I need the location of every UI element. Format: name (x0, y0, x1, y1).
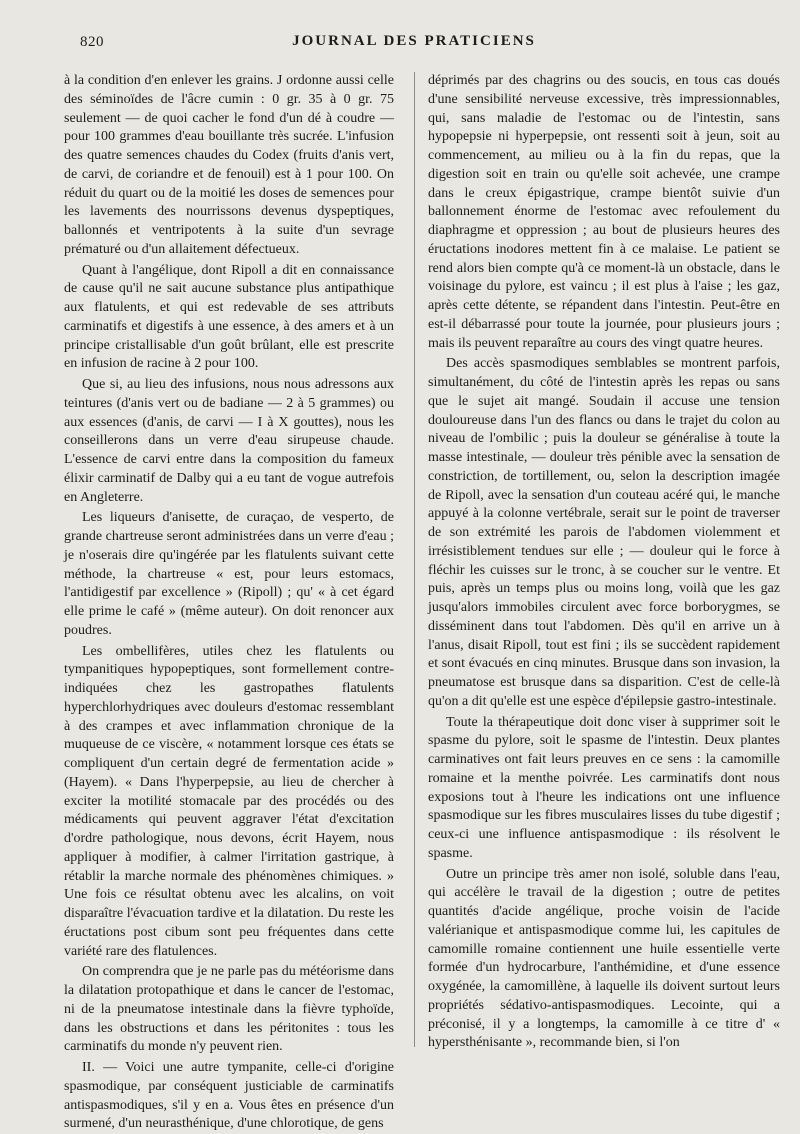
column-divider (414, 72, 415, 1047)
paragraph: à la condition d'en enlever les grains. J ordonne aussi celle des séminoïdes de l'âcre cumin : 0 gr. 35 à 0 gr. 75 seulement — de quoi cacher le fond d'un dé à coudre — pour 100 grammes d'eau bouillante très sucrée. L'infusion des quatre semences chaudes du Codex (fruits d'anis vert, de carvi, de coriandre et de fenouil) est à 1 pour 100. On réduit du quart ou de la moitié les doses de semences pour les lavements des nourrissons devenus dyspeptiques, ballonnés et ventripotents à la suite d'un sevrage prématuré ou d'un allaitement défectueux. (64, 73, 394, 257)
paragraph: Que si, au lieu des infusions, nous nous adressons aux teintures (d'anis vert ou de badiane — 2 à 5 grammes) ou aux essences (d'anis, de carvi — I à X gouttes), nous les conseillerons dans un verre d'eau sirupeuse chaude. L'essence de carvi entre dans la composition du fameux élixir carminatif de Dalby qui a eu tant de vogue autrefois en Angleterre. (64, 377, 394, 505)
page-header (58, 28, 770, 56)
paragraph: On comprendra que je ne parle pas du météorisme dans la dilatation protopathique et dans le cancer de l'estomac, ni de la pneumatose intestinale dans la fièvre typhoïde, dans les obstructions et dans les péritonites : tous les carminatifs du monde n'y peuvent rien. (64, 964, 394, 1055)
left-column (64, 72, 394, 1134)
running-title: JOURNAL DES PRATICIENS (292, 33, 536, 49)
paragraph: Outre un principe très amer non isolé, soluble dans l'eau, qui accélère le travail de la digestion ; outre de petites quantités d'acide angélique, proche voisin de l'acide valérianique et antispasmodique comme lui, les capitules de camomille romaine contiennent une huile essentielle verte formée d'un hydrocarbure, l'anthémidine, et d'une essence oxygénée, la camomillène, à laquelle ils doivent surtout leurs propriétés sédativo-antispasmodiques. Lecointe, qui a préconisé, il y a longtemps, la camomille à ce titre d' « hypersthénisante », recommande bien, si l'on (428, 866, 780, 1051)
paragraph: Les liqueurs d'anisette, de curaçao, de vesperto, de grande chartreuse seront administrées dans un verre d'eau ; je n'oserais dire qu'ingérée par les flatulents suivant cette méthode, la chartreuse « est, pour leurs estomacs, l'antidigestif par excellence » (Ripoll) ; qu' « à cet égard elle prime le café » (même auteur). On doit renoncer aux poudres. (64, 510, 394, 638)
paragraph: Les ombellifères, utiles chez les flatulents ou tympanitiques hypopeptiques, sont formellement contre-indiquées chez les gastropathes flatulents hyperchlorhydriques avec douleurs d'estomac ressemblant à des crampes et avec inflammation chronique de la muqueuse de ce viscère, « notamment lorsque ces états se compliquent d'un certain degré de fermentation acide » (Hayem). « Dans l'hyperpepsie, au lieu de chercher à exciter la motilité stomacale par des procédés ou des médicaments qui peuvent aggraver l'état d'excitation d'ordre pathologique, nous devons, écrit Hayem, nous appliquer à modifier, à calmer l'irritation gastrique, à rétablir la marche normale des phénomènes chimiques. » Une fois ce résultat obtenu avec les alcalins, on voit disparaître l'évacuation tardive et la dilatation. Du reste les éructations post cibum sont peu fréquentes dans cette variété rare des flatulences. (64, 643, 394, 959)
paragraph: Toute la thérapeutique doit donc viser à supprimer soit le spasme du pylore, soit le spasme de l'intestin. Deux plantes carminatives ont fait leurs preuves en ce sens : la camomille romaine et la menthe poivrée. Les carminatifs dont nous exposions tout à l'heure les indications ont une influence spasmodique sur les fibres musculaires lisses du tube digestif ; ceux-ci une influence antispasmodique : ils résolvent le spasme. (428, 714, 780, 861)
paragraph: Des accès spasmodiques semblables se montrent parfois, simultanément, du côté de l'intestin après les repas ou sans que le sujet ait mangé. Soudain il accuse une tension douloureuse dans l'un des flancs ou dans le trajet du colon au niveau de l'ombilic ; puis la douleur se généralise à toute la masse intestinale, — douleur très pénible avec la sensation de constriction, de tortillement, ou, selon la description imagée de Ripoll, avec la sensation d'un couteau acéré qui, le manche appuyé à la colonne vertébrale, serait sur le point de traverser de son extrémité les parois de l'abdomen violemment et irrésistiblement tendues sur elle ; — douleur qui le force à fléchir les cuisses sur le tronc, à se coucher sur le ventre. Et puis, après un temps plus ou moins long, voilà que les gaz jusqu'alors immobiles circulent avec force borborygmes, se disséminent dans tout l'abdomen. Dès qu'il en arrive un à l'anus, disait Ripoll, tout est fini ; ils se succèdent rapidement et sont évacués en cinq minutes. Brusque dans son invasion, la pneumatose est brusque dans sa disparition. C'est de celle-là qu'on a dit qu'elle est une espèce d'épilepsie gastro-intestinale. (428, 356, 780, 709)
paragraph: II. — Voici une autre tympanite, celle-ci d'origine spasmodique, par conséquent justiciable de carminatifs antispasmodiques, s'il y en a. Vous êtes en présence d'un surmené, d'un neurasthénique, d'une chlorotique, de gens (64, 1060, 394, 1132)
paragraph: déprimés par des chagrins ou des soucis, en tous cas doués d'une sensibilité nerveuse excessive, très impressionnables, qui, sans maladie de l'estomac ou de l'intestin, sans hypopepsie ni hyperpepsie, ont ressenti soit à jeun, soit au commencement, au milieu ou à la fin du repas, que la digestion soit en train ou qu'elle soit achevée, une crampe dans le creux épigastrique, crampe bientôt suivie d'un ballonnement énorme de l'estomac avec refoulement du diaphragme et oppression ; au bout de plusieurs heures des éructations inodores mettent fin à ce malaise. Le patient se rend alors bien compte qu'à ce moment-là un obstacle, dans le voisinage du pylore, est vaincu ; il est plus à l'aise ; les gaz, après cette détente, se répandent dans l'intestin. Peut-être en est-il débarrassé pour toute la journée, pour plusieurs jours ; mais ils peuvent reparaître au cours des vingt quatre heures. (428, 73, 780, 351)
right-column (428, 72, 780, 1053)
paragraph: Quant à l'angélique, dont Ripoll a dit en connaissance de cause qu'il ne sait aucune substance plus antipathique aux flatulents, et qui est redevable de ses attributs carminatifs et digestifs à une essence, à des amers et à un principe cristallisable d'un goût brûlant, elle est prescrite en infusion de racine à 2 pour 100. (64, 262, 394, 372)
page-number: 820 (80, 34, 104, 50)
